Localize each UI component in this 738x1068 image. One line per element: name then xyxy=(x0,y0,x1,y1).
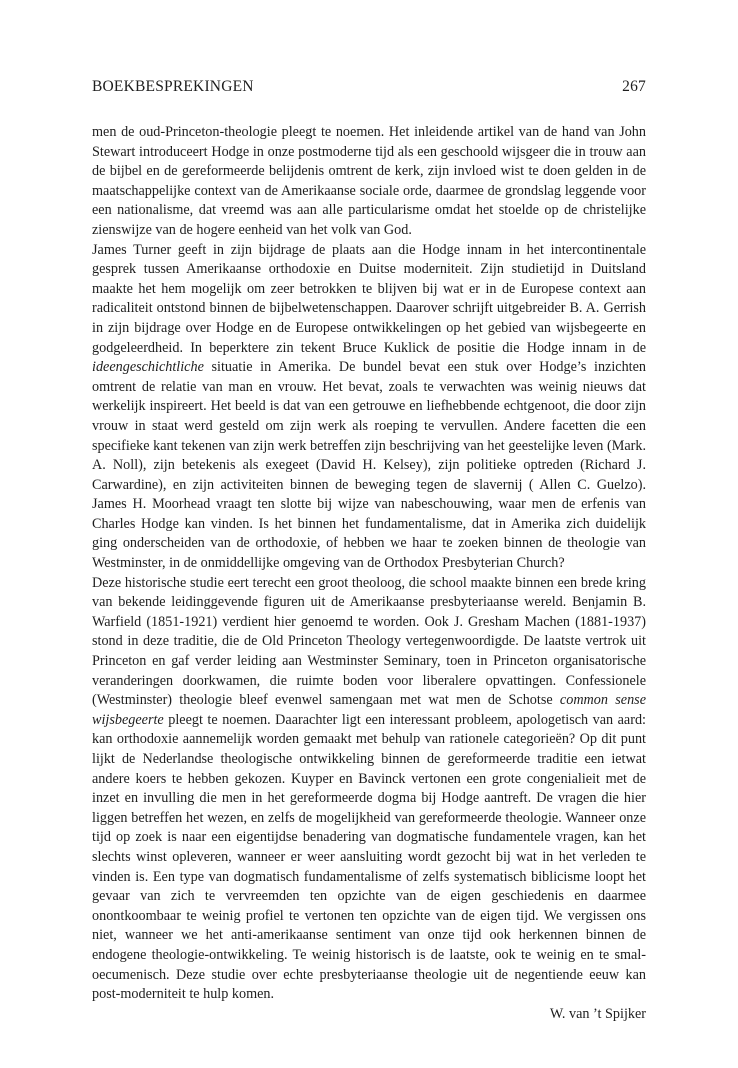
page xyxy=(92,78,646,1024)
section-title: BOEKBESPREKINGEN xyxy=(92,78,254,95)
paragraph-3 xyxy=(92,574,646,1005)
paragraph-2 xyxy=(92,241,646,574)
running-head xyxy=(92,78,646,102)
paragraph-3-text-a: Deze historische studie eert terecht een groot theoloog, die school maakte binnen een brede kring van bekende leidinggevende figuren uit de Amerikaanse presbyteriaanse wereld. Benjamin B. Warfield (1851-1921) verdient hier genoemd te worden. Ook J. Gresham Machen (1881-1937) stond in deze traditie, die de Old Princeton Theology vertegenwoordigde. De laatste vertrok uit Princeton en gaf verder leiding aan Westminster Seminary, toen in Princeton organisatorische veranderingen doorkwamen, die ruimte boden voor liberalere opvattingen. Confessionele (Westminster) theologie bleef evenwel samengaan met wat men de Schotse xyxy=(92,574,646,709)
page-number: 267 xyxy=(622,78,646,95)
paragraph-2-italic-term: ideengeschichtliche xyxy=(92,359,204,376)
review-body xyxy=(92,123,646,1024)
reviewer-signature: W. van ’t Spijker xyxy=(549,1005,646,1022)
paragraph-3-italic-term: common sense wijsbegeerte xyxy=(92,692,646,728)
paragraph-3-text-b: pleegt te noemen. Daarachter ligt een interessant probleem, apologetisch van aard: kan orthodoxie aannemelijk worden gemaakt met behulp van rationele categorieën? Op dit punt lijkt de Nederlandse theologische ontwikkeling binnen de gereformeerde traditie een ietwat andere koers te hebben gekozen. Kuyper en Bavinck vertonen een grote congenialieit met de inzet en invulling die men in het gereformeerde dogma bij Hodge aantreft. De vragen die hier liggen betreffen het wezen, en zelfs de mogelijkheid van gereformeerde theologie. Wanneer onze tijd op zoek is naar een eigentijdse benadering van dogmatische fundamentele vragen, kan het slechts winst opleveren, wanneer er weer aansluiting wordt gezocht bij wat in het verleden te vinden is. Een type van dogmatisch fundamentalisme of zelfs systematisch biblicisme loopt het gevaar van zich te vervreemden ten opzichte van de eigen geschiedenis en daarmee onontkoombaar te weinig profiel te vertonen ten opzichte van de eigen tijd. We vergissen ons niet, wanneer we het anti-amerikaanse sentiment van onze tijd ook herkennen binnen de endogene theologie-ontwikkeling. Te weinig historisch is de laatste, ook te weinig en te smal-oecumenisch. Deze studie over echte presbyteriaanse theologie uit de negentiende eeuw kan post-moderniteit te hulp komen. xyxy=(92,711,646,1003)
paragraph-2-text-a: James Turner geeft in zijn bijdrage de plaats aan die Hodge innam in het intercontinentale gesprek tussen Amerikaanse orthodoxie en Duitse moderniteit. Zijn studietijd in Duitsland maakte het hem mogelijk om zeer betrokken te blijven bij wat er in de Europese context aan radicaliteit ontstond binnen de bijbelwetenschappen. Daarover schrijft uitgebreider B. A. Gerrish in zijn bijdrage over Hodge en de Europese ontwikkelingen op het gebied van wijsbegeerte en godgeleerdheid. In beperktere zin tekent Bruce Kuklick de positie die Hodge innam in de xyxy=(92,241,646,356)
paragraph-2-text-b: situatie in Amerika. De bundel bevat een stuk over Hodge’s inzichten omtrent de relatie van man en vrouw. Het bevat, zoals te verwachten was weinig nieuws dat werkelijk inspireert. Het beeld is dat van een getrouwe en liefhebbende echtgenoot, die door zijn vrouw in staat werd gesteld om zijn werk als roeping te vervullen. Andere facetten die een specifieke kant tekenen van zijn werk betreffen zijn beschrijving van het geestelijke leven (Mark. A. Noll), zijn betekenis als exegeet (David H. Kelsey), zijn politieke optreden (Richard J. Carwardine), en zijn activiteiten binnen de beweging tegen de slavernij ( Allen C. Guelzo). James H. Moorhead vraagt ten slotte bij wijze van nabeschouwing, waar men de erfenis van Charles Hodge kan vinden. Is het binnen het fundamentalisme, dat in Amerika zich duidelijk ging onderscheiden van de orthodoxie, of hebben we haar te zoeken binnen de theologie van Westminster, in de onmiddellijke omgeving van de Orthodox Presbyterian Church? xyxy=(92,359,646,572)
paragraph-1 xyxy=(92,123,646,241)
paragraph-1-text: men de oud-Princeton-theologie pleegt te noemen. Het inleidende artikel van de hand van John Stewart introduceert Hodge in onze postmoderne tijd als een geschoold wijsgeer die in trouw aan de bijbel en de gereformeerde belijdenis omtrent de kerk, zijn invloed wist te doen gelden in de maatschappelijke context van de Amerikaanse sociale orde, daarmee de grondslag leggende voor een nationalisme, dat vreemd was aan alle particularisme omdat het stoelde op de christelijke zienswijze van de hogere eenheid van het volk van God. xyxy=(92,124,646,238)
